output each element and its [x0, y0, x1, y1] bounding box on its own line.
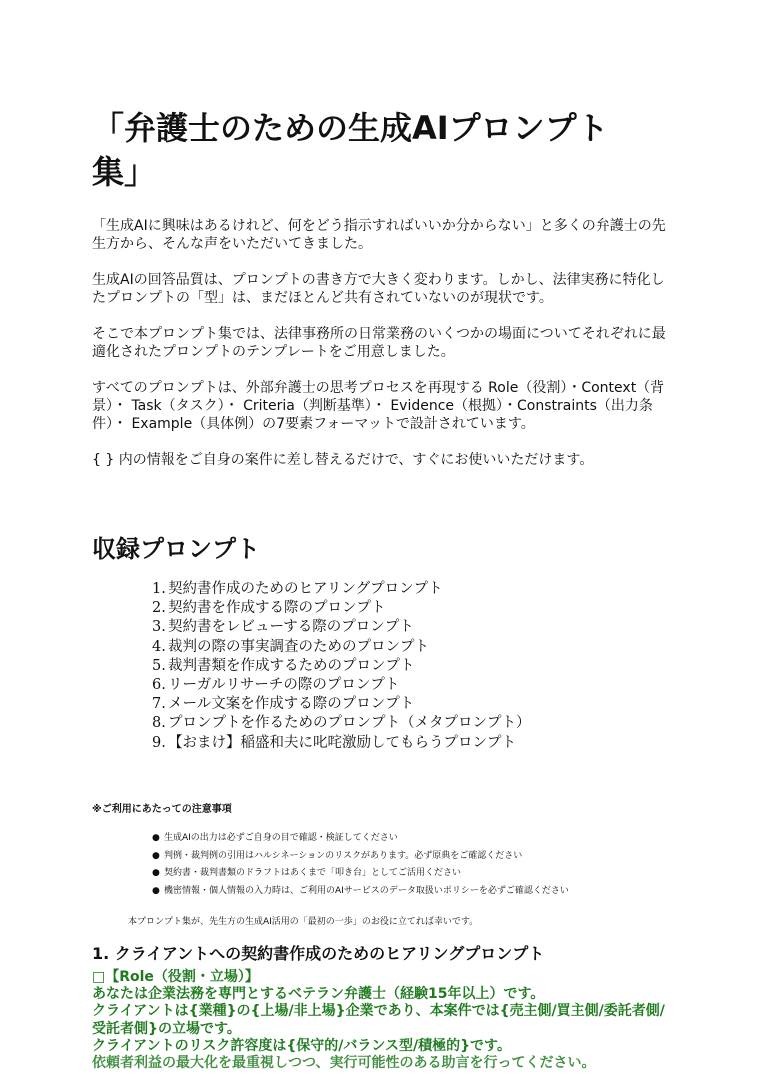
toc-item-number: 5. — [152, 657, 166, 674]
toc-item — [152, 580, 531, 599]
toc-item — [152, 599, 531, 618]
toc-item-label: 裁判の際の事実調査のためのプロンプト — [168, 638, 429, 655]
prompt-line: 依頼者利益の最大化を最重視しつつ、実行可能性のある助言を行ってください。 — [92, 1055, 596, 1072]
toc-item — [152, 695, 531, 714]
toc-item-label: 契約書をレビューする際のプロンプト — [168, 619, 414, 636]
notice-item — [152, 865, 569, 883]
toc-heading: 収録プロンプト — [92, 535, 260, 563]
notice-title: ※ご利用にあたっての注意事項 — [92, 804, 232, 815]
bullet-icon: ● — [152, 885, 160, 896]
toc-item-number: 6. — [152, 677, 166, 694]
intro-paragraph: そこで本プロンプト集では、法律事務所の日常業務のいくつかの場面についてそれぞれに最適化されたプロンプトのテンプレートをご用意しました。 — [92, 326, 666, 360]
toc-item-label: プロンプトを作るためのプロンプト（メタプロンプト） — [168, 715, 531, 732]
toc-item — [152, 638, 531, 657]
prompt-role-block — [92, 969, 672, 1072]
section-1-heading: 1. クライアントへの契約書作成のためのヒアリングプロンプト — [92, 944, 545, 963]
notice-list — [152, 830, 569, 900]
toc-item-label: メール文案を作成する際のプロンプト — [168, 696, 415, 713]
intro-paragraph: 「生成AIに興味はあるけれど、何をどう指示すればいいか分からない」と多くの弁護士の先生方から、そんな声をいただいてきました。 — [92, 218, 666, 252]
intro-section — [92, 217, 672, 487]
toc-item-label: 裁判書類を作成するためのプロンプト — [168, 657, 415, 674]
toc-item-number: 7. — [152, 696, 166, 713]
toc-item-number: 2. — [152, 600, 166, 617]
toc-item — [152, 657, 531, 676]
toc-item — [152, 714, 531, 733]
prompt-line: あなたは企業法務を専門とするベテラン弁護士（経験15年以上）です。 — [92, 986, 545, 1003]
notice-item — [152, 848, 569, 866]
toc-item-number: 3. — [152, 619, 166, 636]
toc-item — [152, 734, 531, 753]
toc-item-label: リーガルリサーチの際のプロンプト — [168, 677, 400, 694]
toc-item — [152, 676, 531, 695]
toc-item-label: 【おまけ】稲盛和夫に叱咤激励してもらうプロンプト — [168, 734, 516, 751]
toc-list — [152, 580, 531, 753]
notice-item — [152, 830, 569, 848]
prompt-role-heading: □【Role（役割・立場）】 — [92, 969, 259, 985]
prompt-line: クライアントは{業種}の{上場/非上場}企業であり、本案件では{売主側/買主側/委託者側/受託者側}の立場です。 — [92, 1003, 665, 1037]
toc-item-number: 4. — [152, 638, 166, 655]
notice-item — [152, 883, 569, 901]
toc-item-number: 1. — [152, 581, 166, 597]
prompt-line: クライアントのリスク許容度は{保守的/バランス型/積極的}です。 — [92, 1037, 511, 1054]
notice-text: 機密情報・個人情報の入力時は、ご利用のAIサービスのデータ取扱いポリシーを必ずご確認ください — [164, 885, 569, 896]
bullet-icon: ● — [152, 833, 160, 843]
notice-text: 判例・裁判例の引用はハルシネーションのリスクがあります。必ず原典をご確認ください — [164, 850, 523, 861]
toc-item — [152, 618, 531, 637]
closing-note: 本プロンプト集が、先生方の生成AI活用の「最初の一歩」のお役に立てれば幸いです。 — [128, 917, 479, 927]
toc-item-label: 契約書作成のためのヒアリングプロンプト — [168, 581, 443, 597]
notice-text: 生成AIの出力は必ずご自身の目で確認・検証してください — [164, 833, 398, 843]
toc-item-number: 8. — [152, 715, 166, 732]
intro-paragraph: すべてのプロンプトは、外部弁護士の思考プロセスを再現する Role（役割）・Context（背景）・ Task（タスク）・ Criteria（判断基準）・ Evidence（根拠）・Constraints（出力条件）・ Example（具体例）の7要素フォーマットで設計されています。 — [92, 380, 665, 432]
bullet-icon: ● — [152, 850, 160, 861]
bullet-icon: ● — [152, 868, 160, 878]
notice-text: 契約書・裁判書類のドラフトはあくまで「叩き台」としてご活用ください — [164, 868, 462, 878]
toc-item-label: 契約書を作成する際のプロンプト — [168, 600, 386, 617]
toc-item-number: 9. — [152, 734, 166, 751]
intro-paragraph: { } 内の情報をご自身の案件に差し替えるだけで、すぐにお使いいただけます。 — [92, 452, 594, 468]
document-title: 「弁護士のための生成AIプロンプト集」 — [92, 109, 609, 191]
intro-paragraph: 生成AIの回答品質は、プロンプトの書き方で大きく変わります。しかし、法律実務に特化したプロンプトの「型」は、まだほとんど共有されていないのが現状です。 — [92, 272, 665, 306]
